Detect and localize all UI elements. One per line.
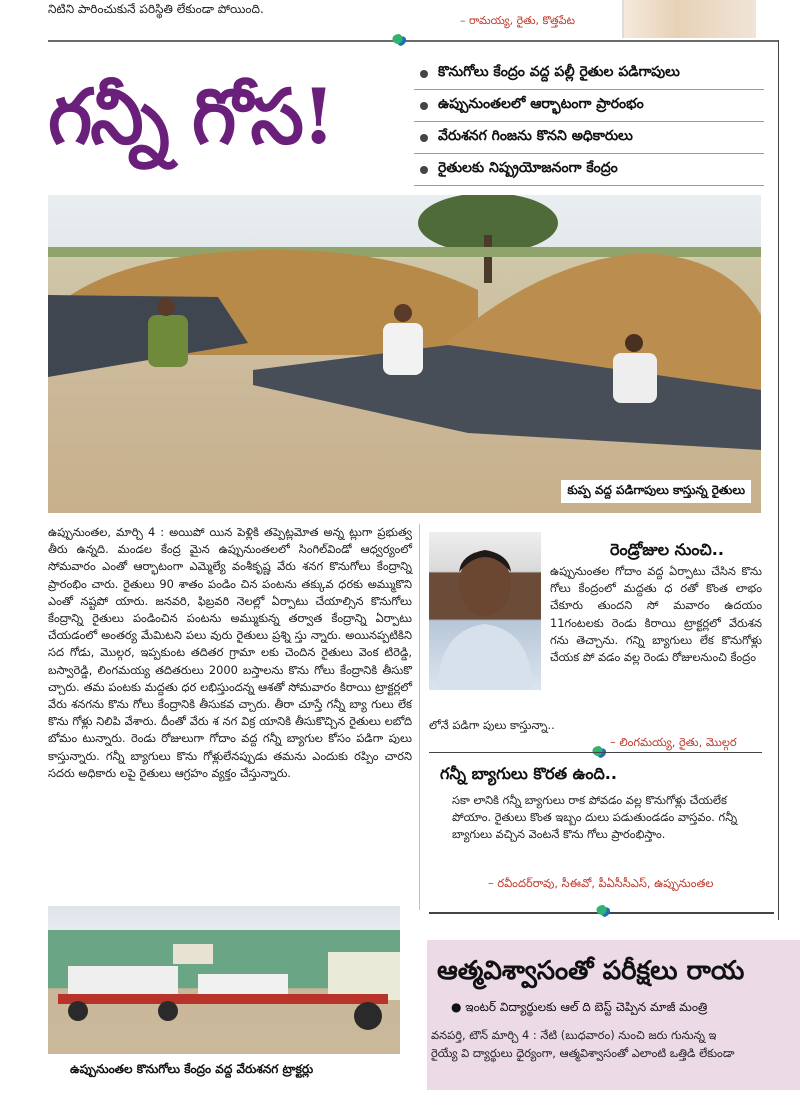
- previous-story-snippet: నిటిని పారించుకునే పరిస్థితి లేకుండా పోయింది.: [48, 2, 264, 16]
- subheadline-item: రైతులకు నిష్ప్రయోజనంగా కేంద్రం: [414, 154, 764, 186]
- next-story-text: [431, 1026, 800, 1062]
- sidebar2-title: గన్నీ బ్యాగులు కొరత ఉంది..: [440, 764, 617, 783]
- tractor-photo: [48, 906, 400, 1054]
- bullet-icon: [420, 166, 428, 174]
- bullet-icon: [420, 102, 428, 110]
- previous-story-attribution: – రామయ్య, రైతు, కొత్తపేట: [460, 14, 576, 27]
- subheadline-list: [414, 58, 764, 186]
- main-photo: [48, 195, 761, 513]
- top-rule: [48, 40, 778, 42]
- headline: గన్నీ గోస!: [48, 72, 334, 161]
- subheadline-item: ఉప్పునుంతలలో ఆర్భాటంగా ప్రారంభం: [414, 90, 764, 122]
- sidebar1-attribution: – లింగమయ్య, రైతు, మొల్గర: [610, 735, 737, 749]
- sidebar-rule: [429, 752, 762, 753]
- sidebar1-text-continued: లోనే పడిగా పులు కాస్తున్నా..: [429, 718, 555, 732]
- subheadline-item: కొనుగోలు కేంద్రం వద్ద పల్లీ రైతుల పడిగాపులు: [414, 58, 764, 90]
- next-story-line: వనపర్తి, టౌన్‌ మార్చి 4 : నేటి (బుధవారం) నుంచి జరు గునున్న ఇ: [431, 1028, 717, 1042]
- article-paragraph: ఉప్పునుంతల, మార్చి 4 : అయిపో యిన పెళ్లికి తప్పెట్లమోత అన్న ట్లుగా ప్రభుత్వ తీరు ఉన్నది. మండల కేంద్ర మైన ఉప్పునుంతలలో సింగిల్‌విండో ఆధ్వర్యంలో సోమవారం ఎంతో ఆర్భాటంగా ఎమ్మెల్యే వంశీకృష్ణ వేరు శనగ కొనుగోలు కేంద్రాన్ని ప్రారంభిం చారు. రైతులు 90 శాతం పండిం చిన పంటను తక్కువ ధరకు అమ్ముకొని ఎంతో నష్టపో యారు. జనవరి, ఫిబ్రవరి నెలల్లో ఏర్పాటు చేయాల్సిన కొనుగోలు కేంద్రాన్ని రైతులు పండించిన పంటను అమ్ముకున్న తర్వాత కేంద్రాన్ని ఏర్పాటు చేయడంలో అంతర్య మేమిటని పలు వురు రైతులు ప్రశ్ని స్తు న్నారు. అయినప్పటికిని సద గోడు, మొల్గర, ఇప్పకుంట తదితర గ్రామా లకు చెందిన రైతులు వెంక టిరెడ్డి, బస్వారెడ్డి, లింగమయ్య తదితరులు 2000 బస్తాలను కొను గోలు కేంద్రానికి తీసుకొ చ్చారు. తమ పంటకు మద్దతు ధర లభిస్తుందన్న ఆశతో సోమవారం కిరాయి ట్రాక్టర్లలో వేరు శనగను కొను గోలు కేంద్రానికి తీసుకవ చ్చారు. తీరా చూస్తే గన్నీ బ్యా గులు లేక కొను గోళ్లు నిలిపి వేశారు. దీంతో వేరు శ నగ విక్ర యానికి తీసుకొచ్చిన రైతులు లబోది బోమం టున్నారు. రెండు రోజులుగా గోదాం వద్ద గన్నీ బ్యాగుల కోసం పడిగా పులు కాస్తున్నారు. గన్నీ బ్యాగులు కొను గోళ్లులేనప్పుడు తమను ఎందుకు రప్పిం చారని సదరు అధికారు లపై రైతులు ఆగ్రహం వ్యక్తం చేస్తున్నారు.: [48, 525, 412, 780]
- sidebar1-title: రెండ్రోజుల నుంచి..: [610, 540, 724, 559]
- news-dot-icon: [596, 905, 610, 917]
- next-story-box: [427, 940, 800, 1090]
- tractor-photo-caption: ఉప్పునుంతల కొనుగోలు కేంద్రం వద్ద వేరుశనగ ట్రాక్టర్లు: [70, 1062, 314, 1076]
- subheadline-item: వేరుశనగ గింజను కొనని అధికారులు: [414, 122, 764, 154]
- next-story-subheadline: ● ఇంటర్‌ విద్యార్థులకు ఆల్‌ ది బెస్ట్‌ చెప్పిన మాజీ మంత్రి: [451, 1000, 708, 1014]
- sidebar2-attribution: – రవీందర్‌రావు, సీఈవో, పీఏసీసీఎస్‌, ఉప్పునుంతల: [488, 876, 714, 890]
- bullet-icon: [420, 70, 428, 78]
- adjacent-column-edge: [785, 0, 800, 930]
- bullet-icon: [420, 134, 428, 142]
- sidebar1-text: ఉప్పునుంతల గోదాం వద్ద ఏర్పాటు చేసిన కొను గోలు కేంద్రంలో మద్దతు ధ రతో కొంత లాభం చేకూరు తుందని సో మవారం ఉదయం 11గంటలకు రెండు కిరాయి ట్రాక్టర్లలో వేరుశన గను తెచ్చాను. గన్ని బ్యాగులు లేక కొనుగోళ్లు చేయక పో వడం వల్ల రెండు రోజులనుంచి కేంద్రం: [550, 564, 762, 665]
- article-body: [48, 524, 412, 782]
- bullet-icon: ●: [451, 1000, 466, 1014]
- main-photo-caption: కుప్ప వద్ద పడిగాపులు కాస్తున్న రైతులు: [561, 480, 751, 503]
- farmer-portrait: [429, 532, 541, 690]
- news-dot-icon: [392, 34, 406, 46]
- page-column-border: [778, 40, 779, 920]
- previous-story-photo: [622, 0, 756, 38]
- sidebar2-text: సకా లానికి గన్నీ బ్యాగులు రాక పోవడం వల్ల కొనుగోళ్లు చేయలేక పోయాం. రైతులు కొంత ఇబ్బం దులు పడుతుండడం వాస్తవం. గన్నీ బ్యాగులు వచ్చిన వెంటనే కొను గోలు ప్రారంభిస్తాం.: [452, 793, 738, 842]
- next-story-title: ఆత్మవిశ్వాసంతో పరీక్షలు రాయ: [437, 956, 745, 986]
- column-divider: [419, 524, 420, 910]
- main-photo-scene: [48, 195, 761, 513]
- next-story-line: రైయ్యే వి ద్యార్థులు ధైర్యంగా, ఆత్మవిశ్వాసంతో ఎలాంటి ఒత్తిడి లేకుండా: [431, 1046, 735, 1060]
